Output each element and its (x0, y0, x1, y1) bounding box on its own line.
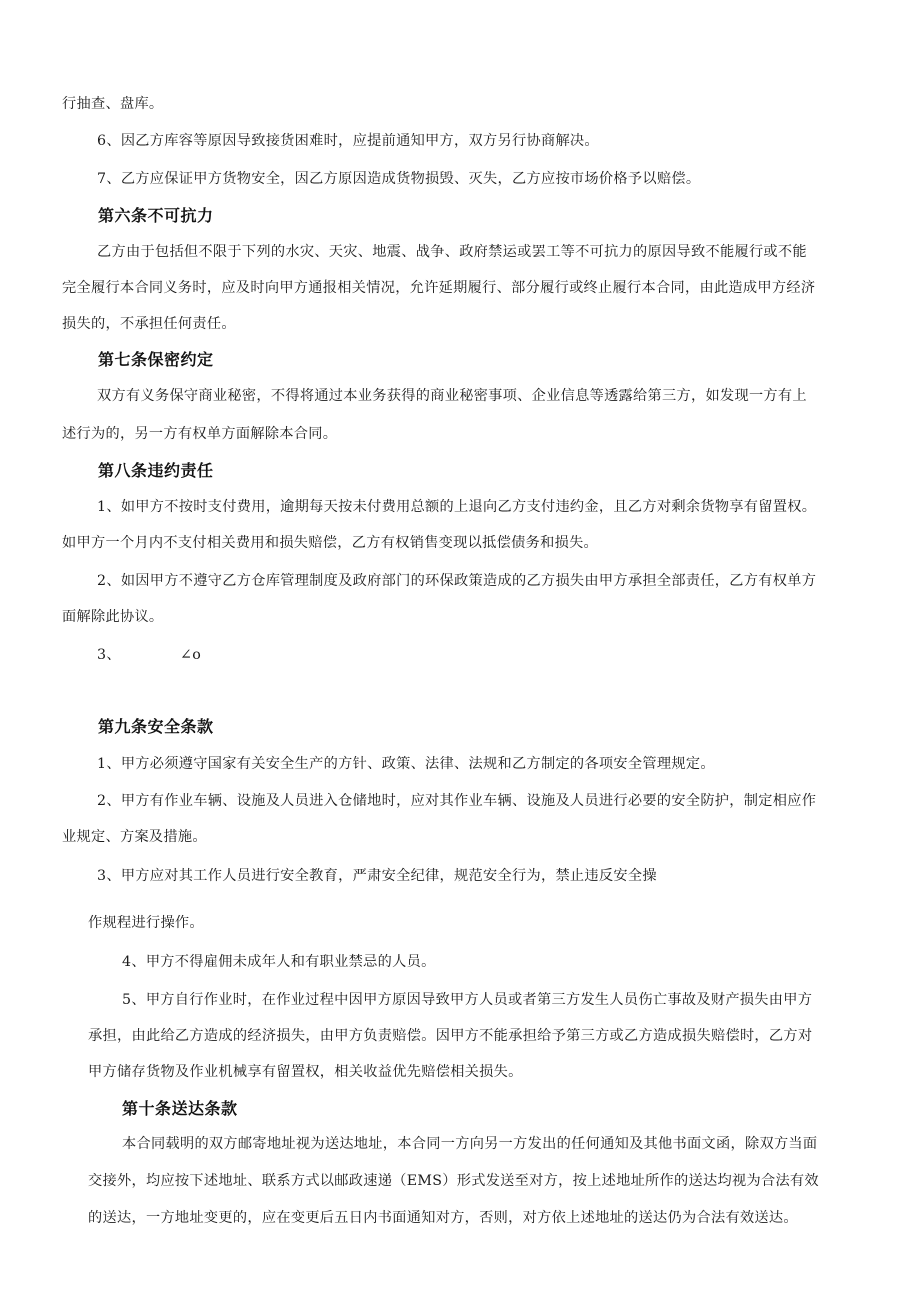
text-line: 承担，由此给乙方造成的经济损失，由甲方负责赔偿。因甲方不能承担给予第三方或乙方造成损失赔偿时，乙方对 (88, 1028, 813, 1044)
text-line: ∠o (180, 647, 202, 663)
text-line: 面解除此协议。 (62, 609, 164, 625)
text-line: 甲方储存货物及作业机械享有留置权，相关收益优先赔偿相关损失。 (88, 1064, 523, 1080)
text-line: 乙方由于包括但不限于下列的水灾、天灾、地震、战争、政府禁运或罢工等不可抗力的原因导致不能履行或不能 (97, 244, 807, 260)
text-line: 损失的，不承担任何责任。 (62, 316, 236, 332)
section-heading: 第六条不可抗力 (98, 206, 214, 225)
text-line: 交接外，均应按下述地址、联系方式以邮政速递（EMS）形式发送至对方，按上述地址所作的送达均视为合法有效 (88, 1173, 819, 1189)
section-heading: 第九条安全条款 (98, 717, 214, 736)
text-line: 双方有义务保守商业秘密，不得将通过本业务获得的商业秘密事项、企业信息等透露给第三方，如发现一方有上 (97, 388, 807, 404)
text-line: 本合同载明的双方邮寄地址视为送达地址，本合同一方向另一方发出的任何通知及其他书面文函，除双方当面 (122, 1136, 818, 1152)
text-line: 1、甲方必须遵守国家有关安全生产的方针、政策、法律、法规和乙方制定的各项安全管理规定。 (97, 756, 715, 772)
text-line: 作规程进行操作。 (88, 915, 204, 931)
text-line: 2、如因甲方不遵守乙方仓库管理制度及政府部门的环保政策造成的乙方损失由甲方承担全部责任，乙方有权单方 (97, 573, 817, 589)
text-line: 5、甲方自行作业时，在作业过程中因甲方原因导致甲方人员或者第三方发生人员伤亡事故及财产损失由甲方 (122, 992, 813, 1008)
text-line: 3、 (97, 647, 121, 663)
text-line: 2、甲方有作业车辆、设施及人员进入仓储地时，应对其作业车辆、设施及人员进行必要的安全防护，制定相应作 (97, 793, 817, 809)
text-line: 3、甲方应对其工作人员进行安全教育，严肃安全纪律，规范安全行为，禁止违反安全操 (97, 868, 657, 884)
section-heading: 第七条保密约定 (98, 350, 214, 369)
text-line: 述行为的，另一方有权单方面解除本合同。 (62, 426, 338, 442)
section-heading: 第八条违约责任 (98, 461, 214, 480)
text-line: 业规定、方案及措施。 (62, 829, 207, 845)
text-line: 的送达，一方地址变更的，应在变更后五日内书面通知对方，否则，对方依上述地址的送达仍为合法有效送达。 (88, 1210, 798, 1226)
text-line: 如甲方一个月内不支付相关费用和损失赔偿，乙方有权销售变现以抵偿债务和损失。 (62, 535, 599, 551)
text-line: 4、甲方不得雇佣未成年人和有职业禁忌的人员。 (122, 954, 436, 970)
text-line: 完全履行本合同义务时，应及时向甲方通报相关情况，允许延期履行、部分履行或终止履行本合同，由此造成甲方经济 (62, 280, 816, 296)
text-line: 1、如甲方不按时支付费用，逾期每天按未付费用总额的上退向乙方支付违约金，且乙方对剩余货物享有留置权。 (97, 499, 817, 515)
section-heading: 第十条送达条款 (122, 1099, 238, 1118)
text-line: 行抽查、盘库。 (62, 96, 164, 112)
text-line: 7、乙方应保证甲方货物安全，因乙方原因造成货物损毁、灭失，乙方应按市场价格予以赔偿。 (97, 171, 701, 187)
text-line: 6、因乙方库容等原因导致接货困难时，应提前通知甲方，双方另行协商解决。 (97, 133, 599, 149)
